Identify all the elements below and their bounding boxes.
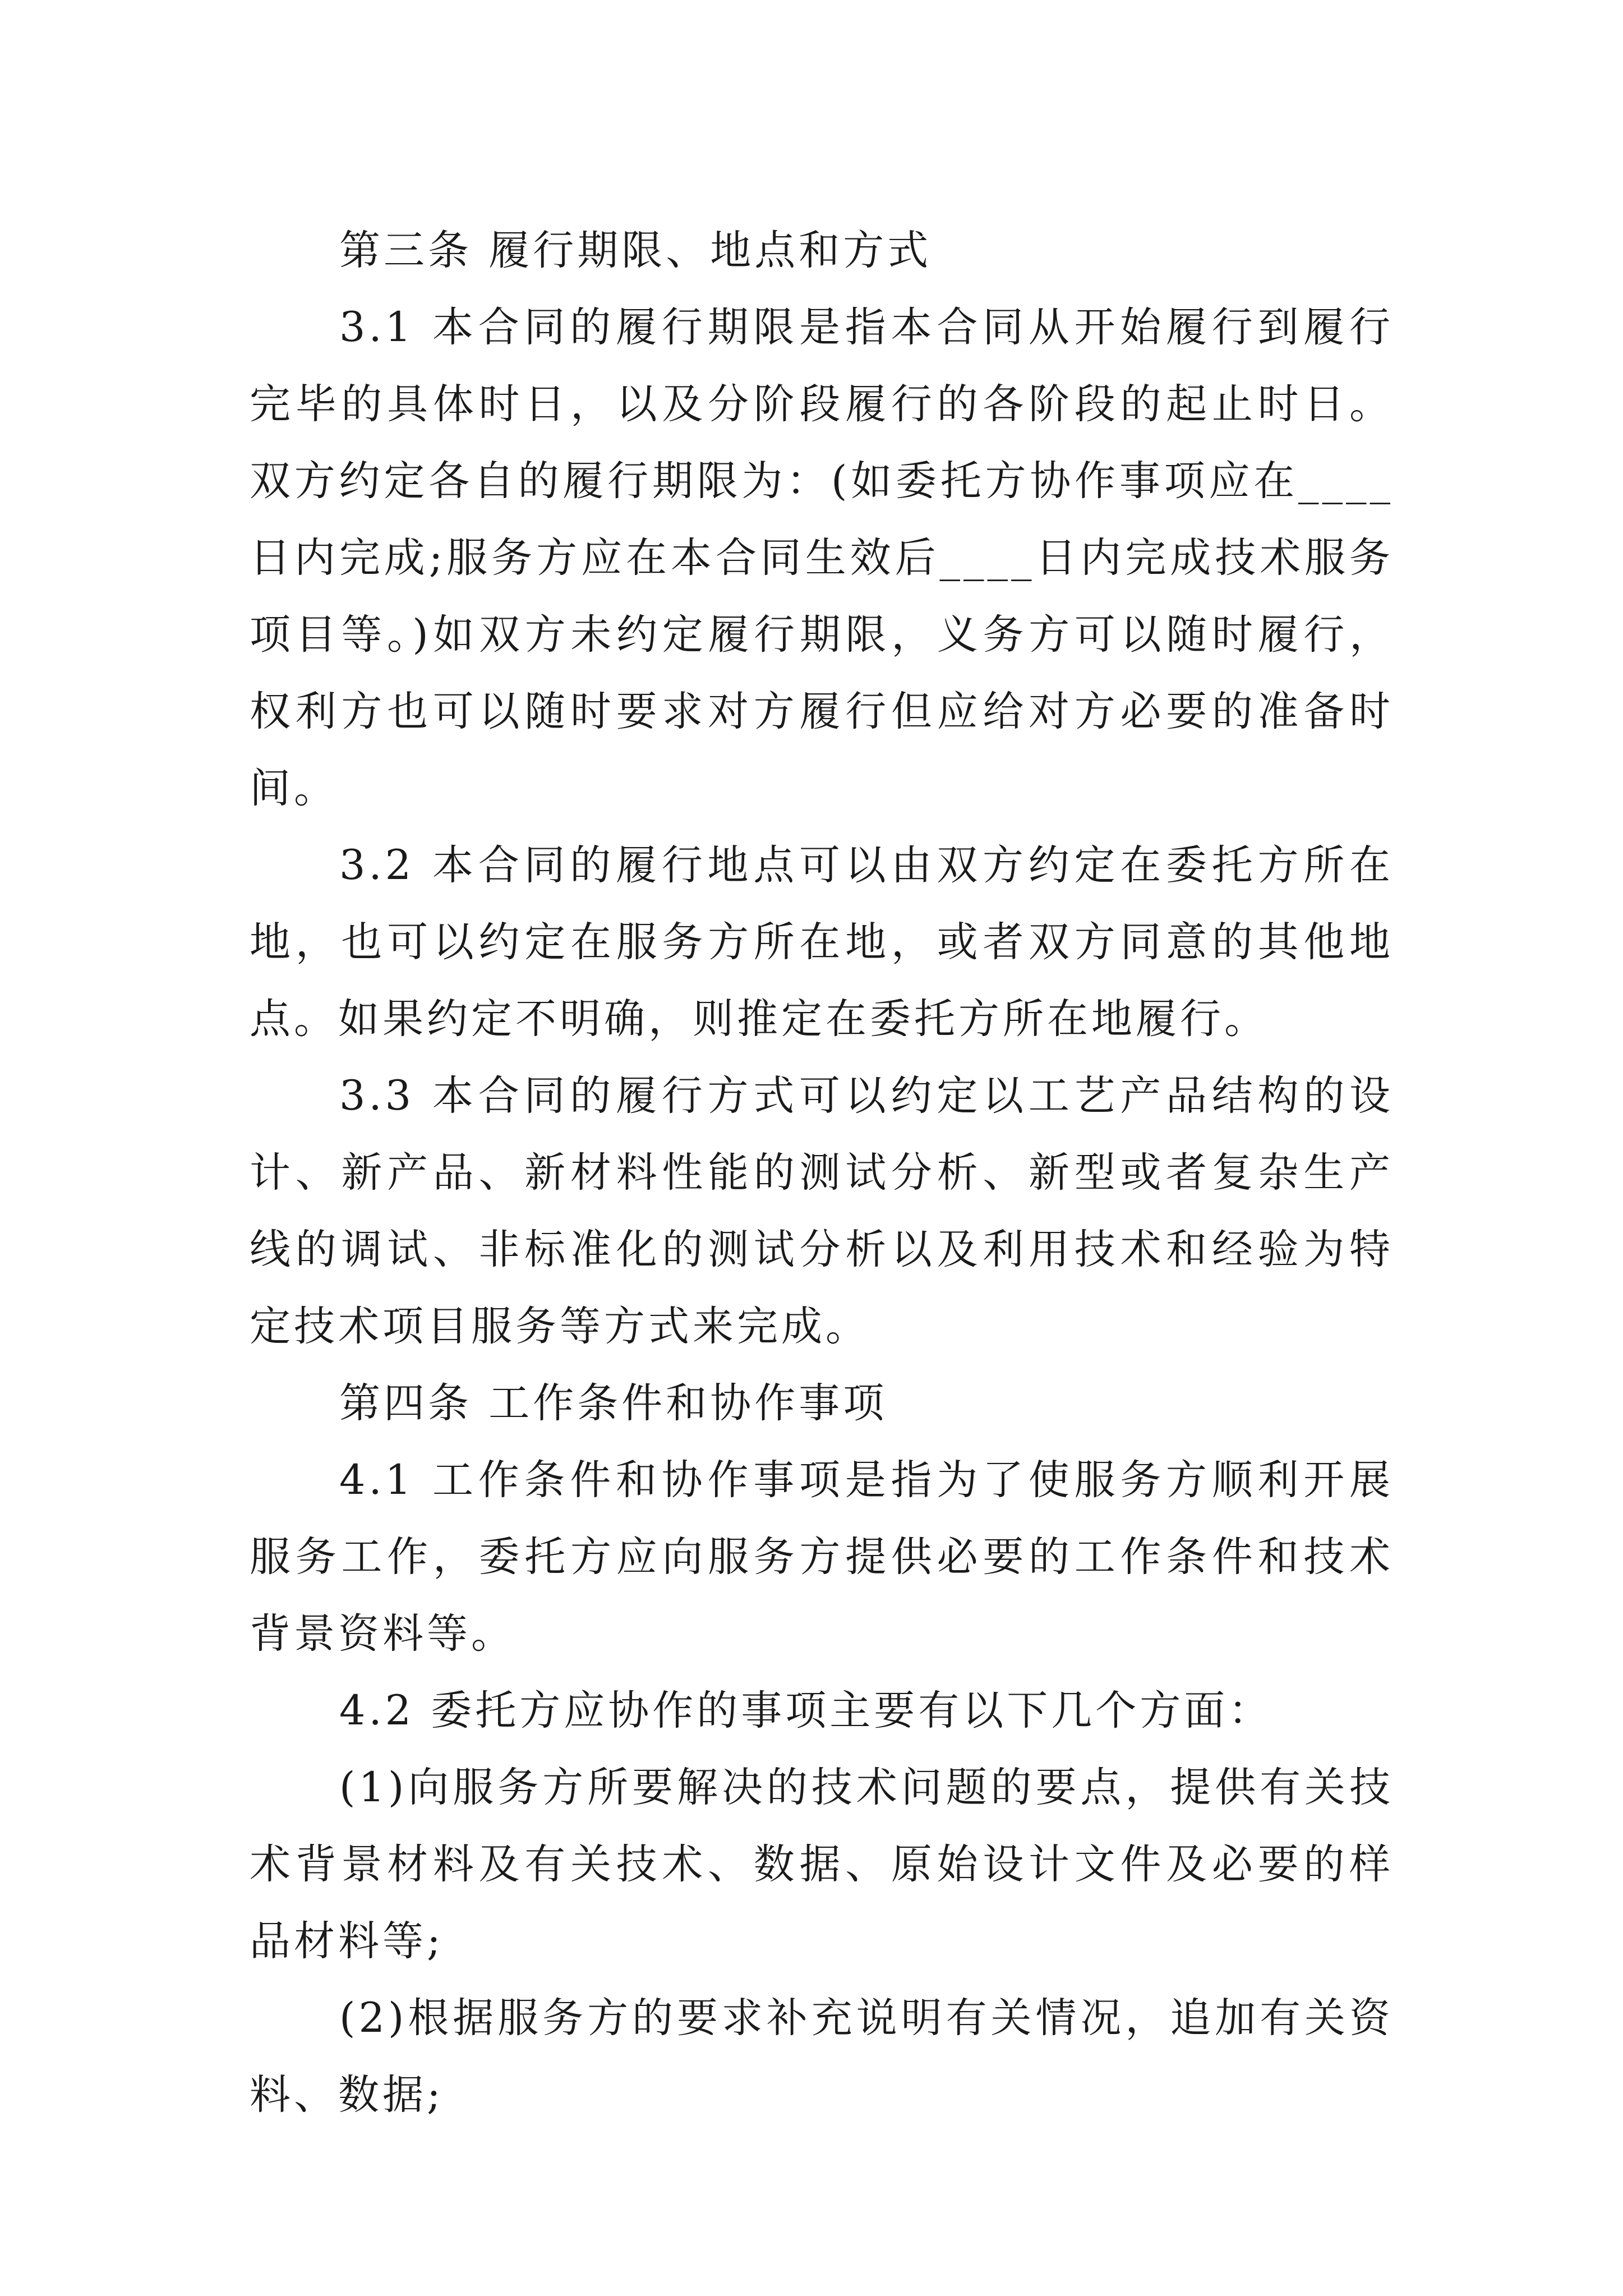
clause-4-2-item-2: (2)根据服务方的要求补充说明有关情况，追加有关资料、数据; [250, 1994, 1394, 2119]
clause-3-2: 3.2 本合同的履行地点可以由双方约定在委托方所在地，也可以约定在服务方所在地，或者双方同意的其他地点。如果约定不明确，则推定在委托方所在地履行。 [250, 841, 1394, 1043]
clause-3-1: 3.1 本合同的履行期限是指本合同从开始履行到履行完毕的具体时日，以及分阶段履行的各阶段的起止时日。双方约定各自的履行期限为：(如委托方协作事项应在____日内完成;服务方应在本合同生效后____日内完成技术服务项目等。)如双方未约定履行期限，义务方可以随时履行，权利方也可以随时要求对方履行但应给对方必要的准备时间。 [250, 303, 1394, 812]
clause-4-2: 4.2 委托方应协作的事项主要有以下几个方面： [339, 1687, 1273, 1734]
clause-3-3: 3.3 本合同的履行方式可以约定以工艺产品结构的设计、新产品、新材料性能的测试分析、新型或者复杂生产线的调试、非标准化的测试分析以及利用技术和经验为特定技术项目服务等方式来完成。 [250, 1072, 1394, 1350]
document-body [250, 212, 1394, 2133]
section-heading-4: 第四条 工作条件和协作事项 [339, 1379, 888, 1427]
section-heading-3: 第三条 履行期限、地点和方式 [339, 227, 932, 274]
clause-4-2-item-1: (1)向服务方所要解决的技术问题的要点，提供有关技术背景材料及有关技术、数据、原始设计文件及必要的样品材料等; [250, 1764, 1394, 1965]
clause-4-1: 4.1 工作条件和协作事项是指为了使服务方顺利开展服务工作，委托方应向服务方提供必要的工作条件和技术背景资料等。 [250, 1456, 1394, 1658]
